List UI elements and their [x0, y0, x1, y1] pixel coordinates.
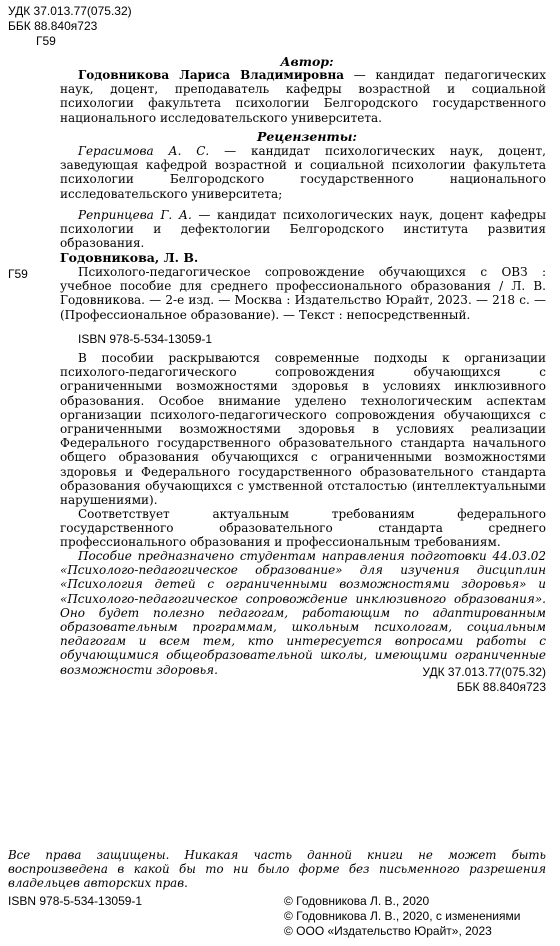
- classification-codes: [8, 4, 132, 49]
- reviewer-1: [60, 144, 546, 201]
- rights-notice: Все права защищены. Никакая часть данной книги не может быть воспроизведена в какой бы то ни было форме без письменного разрешения владельцев авторских прав.: [8, 848, 546, 890]
- abstract-paragraph-3: Пособие предназначено студентам направления подготовки 44.03.02 «Психолого-педагогическое образование» для изучения дисциплин «Психология детей с ограниченными возможностями здоровья» и «Психолого-педагогическое сопровождение инклюзивного образования». Оно будет полезно педагогам, работающим по адаптированным образовательным программам, школьным психологам, социальным педагогам и всем тем, кто интересуется вопросами работы с обучающимися общеобразовательной школы, имеющими ограниченные возможности здоровья.: [60, 549, 546, 677]
- author-info: [60, 68, 546, 125]
- reviewers-heading: Рецензенты:: [256, 129, 358, 144]
- reviewer-1-description: — кандидат психологических наук, доцент, заведующая кафедрой возрастной и социальной психологии факультета психологии Белгородского государственного национального исследовательского университета;: [60, 144, 546, 201]
- bottom-classification-codes: [422, 665, 546, 695]
- reviewer-2-name: Репринцева Г. А.: [78, 208, 192, 222]
- bibliographic-description: Психолого-педагогическое сопровождение обучающихся с ОВЗ : учебное пособие для среднего профессионального образования / Л. В. Годовникова. — 2-е изд. — Москва : Издательство Юрайт, 2023. — 218 с. — (Профессиональное образование). — Текст : непосредственный.: [60, 265, 546, 322]
- bottom-udk-code: УДК 37.013.77(075.32): [422, 665, 546, 679]
- bottom-bbk-code: ББК 88.840я723: [456, 680, 546, 694]
- udk-code: УДК 37.013.77(075.32): [8, 4, 132, 18]
- author-fullname: Годовникова Лариса Владимировна: [78, 68, 345, 82]
- reviewer-2-description: — кандидат психологических наук, доцент кафедры психологии и дефектологии Белгородского института развития образования.: [60, 208, 546, 251]
- author-description: — кандидат педагогических наук, доцент, преподаватель кафедры возрастной и социальной психологии факультета психологии Белгородского государственного национального исследовательского университета.: [60, 68, 546, 125]
- footer-isbn: ISBN 978-5-534-13059-1: [8, 894, 143, 908]
- copyright-line-3: © ООО «Издательство Юрайт», 2023: [284, 924, 492, 938]
- catalog-index: Г59: [8, 267, 28, 281]
- author-index: Г59: [36, 34, 56, 48]
- bbk-code: ББК 88.840я723: [8, 19, 98, 33]
- copyright-lines: [284, 894, 520, 939]
- author-heading: Автор:: [280, 54, 334, 69]
- abstract-paragraph-2: Соответствует актуальным требованиям федерального государственного образовательного стандарта среднего профессионального образования и профессиональным требованиям.: [60, 507, 546, 550]
- copyright-line-1: © Годовникова Л. В., 2020: [284, 894, 430, 908]
- catalog-author: Годовникова, Л. В.: [60, 250, 199, 265]
- reviewer-1-name: Герасимова А. С.: [78, 144, 210, 158]
- reviewer-2: [60, 208, 546, 251]
- abstract-paragraph-1: В пособии раскрываются современные подходы к организации психолого-педагогического сопровождения обучающихся с ограниченными возможностями здоровья в условиях инклюзивного образования. Особое внимание уделено технологическим аспектам организации психолого-педагогического сопровождения обучающихся с ограниченными возможностями здоровья в условиях реализации Федерального государственного образовательного стандарта начального общего образования обучающихся с ограниченными возможностями здоровья и Федерального государственного образовательного стандарта образования обучающихся с умственной отсталостью (интеллектуальными нарушениями).: [60, 351, 546, 508]
- catalog-isbn: ISBN 978-5-534-13059-1: [78, 332, 213, 346]
- copyright-line-2: © Годовникова Л. В., 2020, с изменениями: [284, 909, 521, 923]
